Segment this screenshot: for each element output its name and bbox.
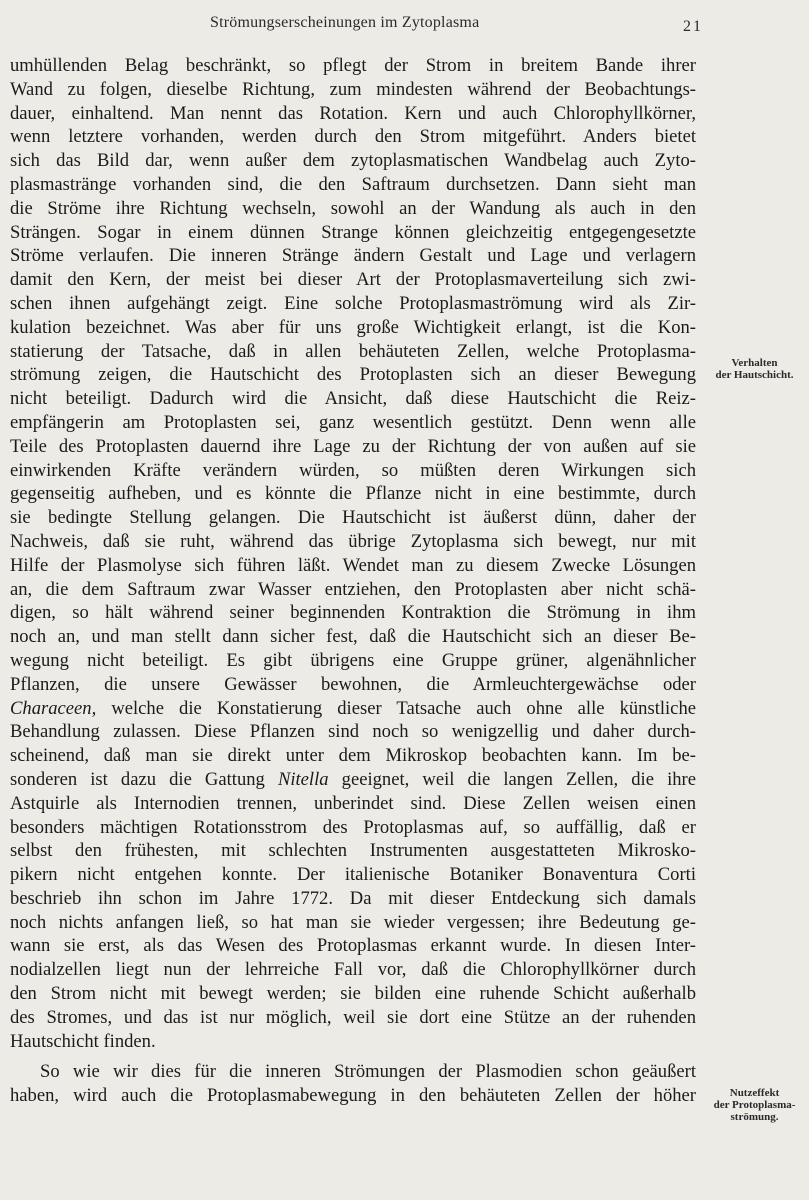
text-line: Strängen. Sogar in einem dünnen Strange können gleichzeitig entgegengesetzte	[10, 221, 696, 243]
text-line: scheinend, daß man sie direkt unter dem Mikroskop beobachten kann. Im be-	[10, 745, 696, 767]
margin-note-nutzeffekt	[700, 1087, 809, 1123]
text-line: digen, so hält während seiner beginnenden Kontraktion die Strömung in ihm	[10, 602, 696, 624]
margin-note-line: Nutzeffekt	[729, 1087, 780, 1099]
text-line: plasmastränge vorhanden sind, die den Saftraum durchsetzen. Dann sieht man	[10, 173, 696, 195]
text-line: besonders mächtigen Rotationsstrom des Protoplasmas auf, so auffällig, daß er	[10, 816, 696, 838]
margin-note-line: strömung.	[730, 1111, 779, 1123]
page-header	[0, 14, 809, 38]
text-line: gegenseitig aufheben, und es könnte die Pflanze nicht in eine bestimmte, durch	[10, 483, 696, 505]
text-line: schen ihnen aufgehängt zeigt. Eine solche Protoplasmaströmung wird als Zir-	[10, 292, 696, 314]
page-number: 21	[683, 18, 703, 35]
text-line: den Strom nicht mit bewegt werden; sie bilden eine ruhende Schicht außerhalb	[10, 983, 696, 1005]
text-line: dauer, einhaltend. Man nennt das Rotation. Kern und auch Chlorophyllkörner,	[10, 102, 696, 124]
text-line: wenn letztere vorhanden, werden durch den Strom mitgeführt. Anders bietet	[10, 126, 696, 148]
text-line: Wand zu folgen, dieselbe Richtung, zum mindesten während der Beobachtungs-	[10, 78, 696, 100]
text-line: sich das Bild dar, wenn außer dem zytoplasmatischen Wandbelag auch Zyto-	[10, 150, 696, 172]
text-line: sie bedingte Stellung gelangen. Die Hautschicht ist äußerst dünn, daher der	[10, 507, 696, 529]
text-line: kulation bezeichnet. Was aber für uns große Wichtigkeit erlangt, ist die Kon-	[10, 316, 696, 338]
margin-note-line: Verhalten	[731, 357, 778, 369]
text-line: Hilfe der Plasmolyse sich führen läßt. Wendet man zu diesem Zwecke Lösungen	[10, 554, 696, 576]
text-line: Astquirle als Internodien trennen, unberindet sind. Diese Zellen weisen einen	[10, 792, 696, 814]
text-line: Pflanzen, die unsere Gewässer bewohnen, die Armleuchtergewächse oder	[10, 673, 696, 695]
text-line: So wie wir dies für die inneren Strömungen der Plasmodien schon geäußert	[40, 1061, 696, 1083]
text-line: Teile des Protoplasten dauernd ihre Lage zu der Richtung der von außen auf sie	[10, 435, 696, 457]
text-line: Behandlung zulassen. Diese Pflanzen sind noch so wenigzellig und daher durch-	[10, 721, 696, 743]
text-line: wegung nicht beteiligt. Es gibt übrigens eine Gruppe grüner, algenähnlicher	[10, 649, 696, 671]
text-line: einwirkenden Kräfte verändern würden, so müßten deren Wirkungen sich	[10, 459, 696, 481]
margin-note-hautschicht	[700, 357, 809, 381]
text-line: wann sie erst, als das Wesen des Protoplasmas erkannt wurde. In diesen Inter-	[10, 935, 696, 957]
text-line: Hautschicht finden.	[10, 1030, 156, 1052]
text-line: noch an, und man stellt dann sicher fest, daß die Hautschicht sich an dieser Be-	[10, 626, 696, 648]
text-line-after: geeignet, weil die langen Zellen, die ihre	[328, 768, 696, 790]
text-line-rest: welche die Konstatierung dieser Tatsache auch ohne alle künstliche	[96, 697, 696, 719]
text-line: statierung der Tatsache, daß in allen behäuteten Zellen, welche Protoplasma-	[10, 340, 696, 362]
text-line: nodialzellen liegt nun der lehrreiche Fall vor, daß die Chlorophyllkörner durch	[10, 959, 696, 981]
text-line: haben, wird auch die Protoplasmabewegung in den behäuteten Zellen der höher	[10, 1085, 696, 1107]
text-line: damit den Kern, der meist bei dieser Art der Protoplasmaverteilung sich zwi-	[10, 269, 696, 291]
text-line: strömung zeigen, die Hautschicht des Protoplasten sich an dieser Bewegung	[10, 364, 696, 386]
text-line: pikern nicht entgehen konnte. Der italienische Botaniker Bonaventura Corti	[10, 864, 696, 886]
text-line: an, die dem Saftraum zwar Wasser entziehen, den Protoplasten aber nicht schä-	[10, 578, 696, 600]
running-title: Strömungserscheinungen im Zytoplasma	[210, 14, 480, 31]
margin-note-line: der Hautschicht.	[715, 369, 794, 381]
text-line: die Ströme ihre Richtung wechseln, sowohl an der Wandung als auch in den	[10, 197, 696, 219]
text-line: umhüllenden Belag beschränkt, so pflegt der Strom in breitem Bande ihrer	[10, 55, 696, 76]
italic-term-characeen: Characeen,	[10, 697, 97, 719]
margin-note-line: der Protoplasma-	[713, 1099, 796, 1111]
text-line-before: sonderen ist dazu die Gattung	[10, 768, 278, 790]
text-line: selbst den frühesten, mit schlechten Instrumenten ausgestatteten Mikrosko-	[10, 840, 696, 862]
text-line	[10, 697, 696, 721]
italic-term-nitella: Nitella	[277, 768, 329, 790]
text-line	[10, 768, 696, 792]
text-line: Nachweis, daß sie ruht, während das übrige Zytoplasma sich bewegt, nur mit	[10, 530, 696, 552]
text-line: Ströme verlaufen. Die inneren Stränge ändern Gestalt und Lage und verlagern	[10, 245, 696, 267]
text-line: nicht beteiligt. Dadurch wird die Ansicht, daß diese Hautschicht die Reiz-	[10, 388, 696, 410]
text-line: empfängerin am Protoplasten sei, ganz wesentlich gestützt. Denn wenn alle	[10, 411, 696, 433]
text-line: des Stromes, und das ist nur möglich, weil sie dort eine Stütze an der ruhenden	[10, 1006, 696, 1028]
text-line: beschrieb ihn schon im Jahre 1772. Da mit dieser Entdeckung sich damals	[10, 887, 696, 909]
text-line: noch nichts anfangen ließ, so hat man sie wieder vergessen; ihre Bedeutung ge-	[10, 911, 696, 933]
body-text	[10, 54, 696, 1108]
